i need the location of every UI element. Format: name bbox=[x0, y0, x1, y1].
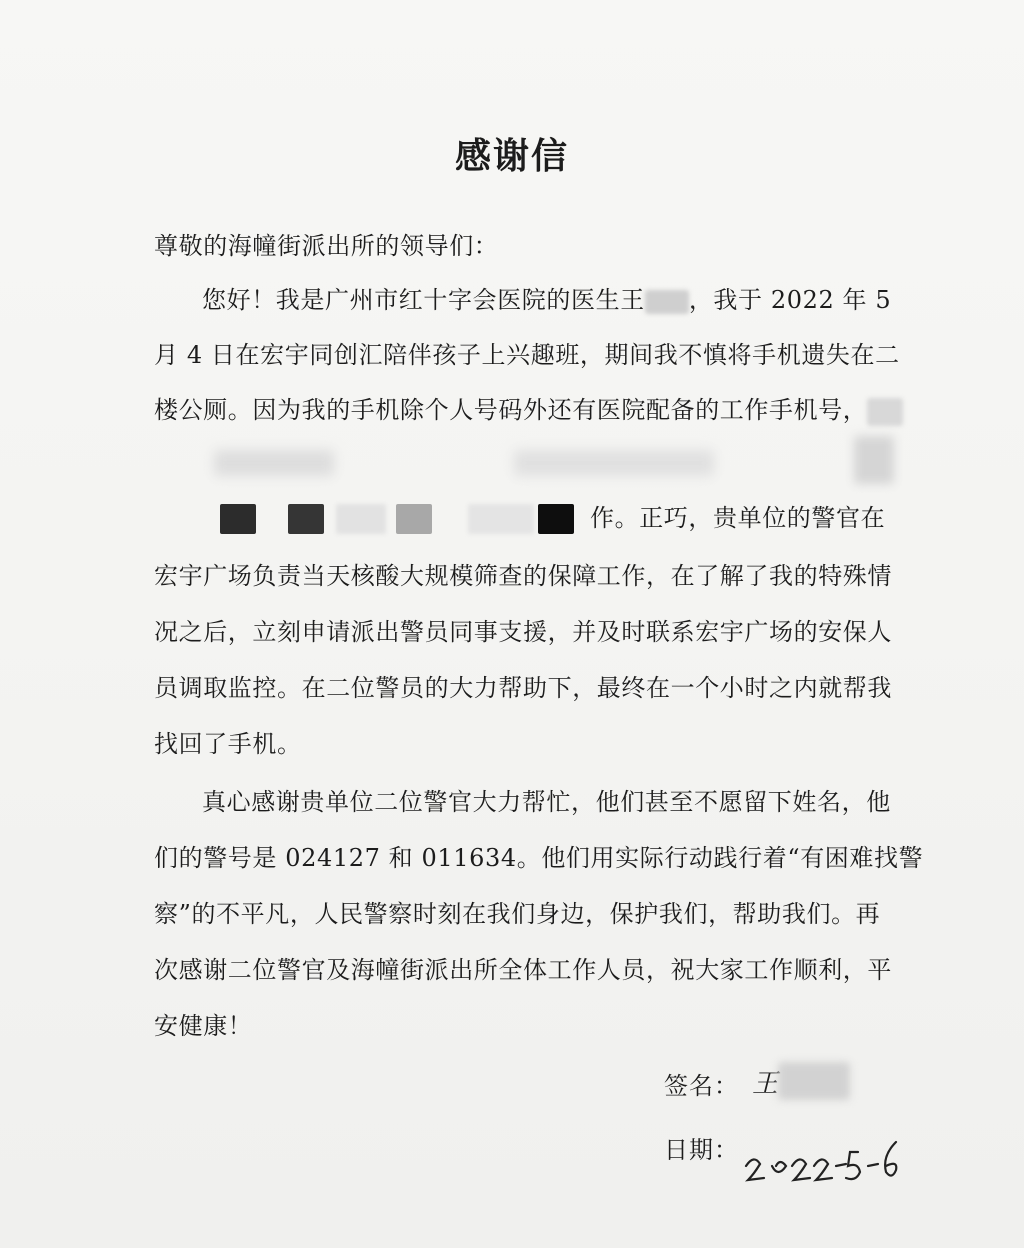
paragraph-1-line-1 bbox=[154, 284, 894, 316]
paragraph-1-line-5: 宏宇广场负责当天核酸大规模筛查的保障工作，在了解了我的特殊情 bbox=[154, 562, 892, 590]
paragraph-1-line-2: 月 4 日在宏宇同创汇陪伴孩子上兴趣班，期间我不慎将手机遗失在二 bbox=[154, 341, 900, 369]
paragraph-2-line-3: 察”的不平凡，人民警察时刻在我们身边，保护我们，帮助我们。再 bbox=[154, 900, 881, 928]
redact-block-dark bbox=[538, 504, 574, 534]
signature-label: 签名： bbox=[664, 1072, 739, 1100]
redacted-signature bbox=[778, 1062, 850, 1100]
paragraph-1-line-6: 况之后，立刻申请派出警员同事支援，并及时联系宏宇广场的安保人 bbox=[154, 618, 892, 646]
redact-block-dark bbox=[288, 504, 324, 534]
signature-name: 王 bbox=[752, 1069, 779, 1099]
paragraph-1-line-4: 作。正巧，贵单位的警官在 bbox=[590, 504, 886, 532]
paragraph-2-line-5: 安健康！ bbox=[154, 1012, 253, 1040]
redacted-text bbox=[867, 398, 903, 426]
paragraph-text: ，我于 2022 年 5 bbox=[688, 286, 892, 314]
redacted-block bbox=[514, 450, 714, 476]
redact-block-light bbox=[336, 504, 386, 534]
redact-block-dark bbox=[220, 504, 256, 534]
redacted-block bbox=[854, 436, 894, 484]
paragraph-text: 楼公厕。因为我的手机除个人号码外还有医院配备的工作手机号， bbox=[154, 396, 868, 424]
letter-title: 感谢信 bbox=[454, 136, 569, 177]
redacted-name bbox=[645, 290, 689, 314]
redact-block-grey bbox=[396, 504, 432, 534]
redacted-block bbox=[214, 450, 334, 476]
paragraph-text: 您好！我是广州市红十字会医院的医生王 bbox=[202, 286, 645, 314]
paragraph-2-line-2: 们的警号是 024127 和 011634。他们用实际行动践行着“有困难找警 bbox=[154, 844, 924, 872]
date-label: 日期： bbox=[664, 1136, 739, 1164]
paragraph-1-line-7: 员调取监控。在二位警员的大力帮助下，最终在一个小时之内就帮我 bbox=[154, 674, 892, 702]
handwritten-date bbox=[740, 1136, 900, 1186]
paragraph-2-line-1: 真心感谢贵单位二位警官大力帮忙，他们甚至不愿留下姓名，他 bbox=[202, 788, 891, 816]
paragraph-1-line-8: 找回了手机。 bbox=[154, 730, 302, 758]
redacted-row bbox=[154, 500, 894, 540]
salutation: 尊敬的海幢街派出所的领导们： bbox=[154, 232, 499, 260]
redact-block-light bbox=[468, 504, 534, 534]
paragraph-1-line-3 bbox=[154, 394, 894, 426]
paragraph-2-line-4: 次感谢二位警官及海幢街派出所全体工作人员，祝大家工作顺利，平 bbox=[154, 956, 892, 984]
redacted-line bbox=[154, 446, 894, 482]
